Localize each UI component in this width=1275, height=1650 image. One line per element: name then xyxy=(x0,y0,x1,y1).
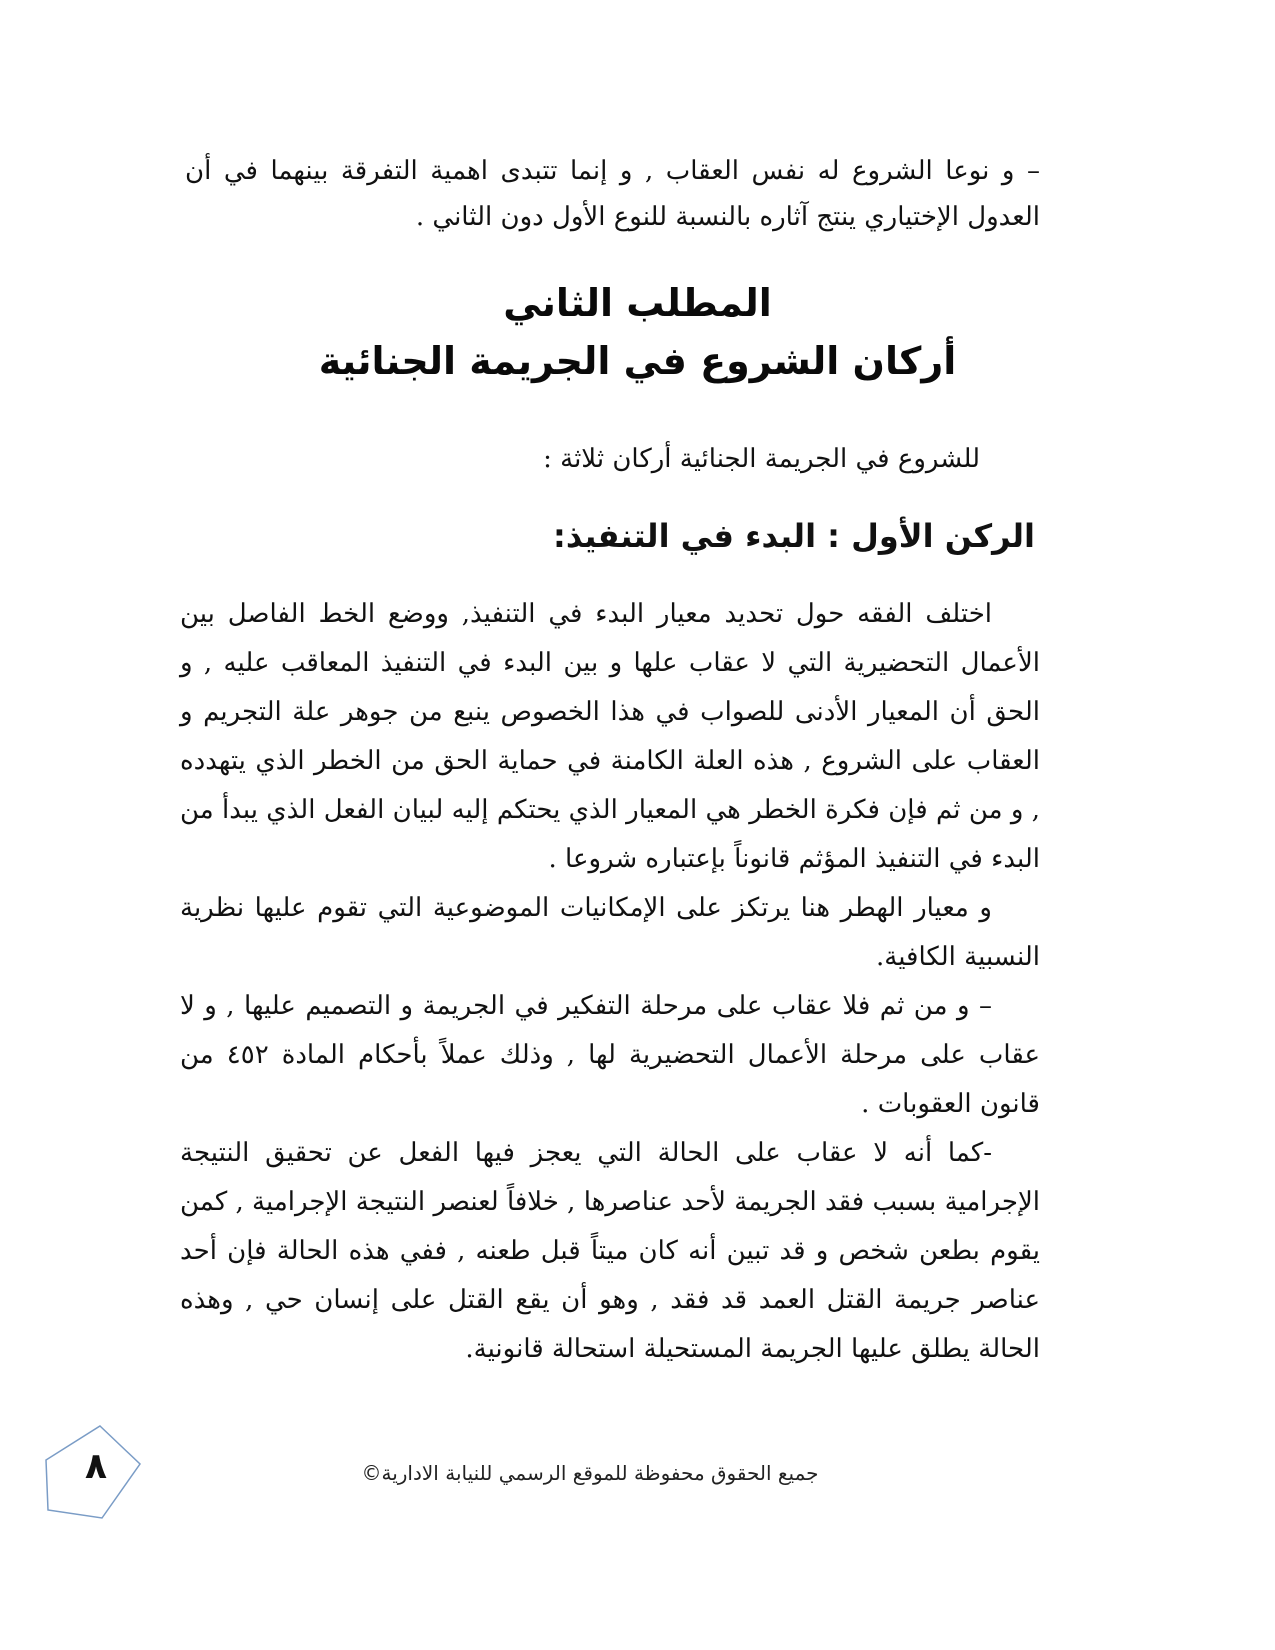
page-number: ٨ xyxy=(85,1446,107,1487)
section-title: المطلب الثاني xyxy=(503,281,772,325)
section-heading xyxy=(150,274,1125,390)
footer-copyright: جميع الحقوق محفوظة للموقع الرسمي للنيابة الادارية© xyxy=(361,1461,819,1485)
section-subtitle: أركان الشروع في الجريمة الجنائية xyxy=(318,339,957,383)
paragraph-2: و معيار الهطر هنا يرتكز على الإمكانيات الموضوعية التي تقوم عليها نظرية النسبية الكافية. xyxy=(180,893,1040,972)
paragraph-1: اختلف الفقه حول تحديد معيار البدء في التنفيذ, ووضع الخط الفاصل بين الأعمال التحضيرية التي لا عقاب علها و بين البدء في التنفيذ المعاقب عليه , و الحق أن المعيار الأدنى للصواب في هذا الخصوص ينبع من جوهر علة التجريم و العقاب على الشروع , هذه العلة الكامنة في حماية الحق من الخطر الذي يتهدده , و من ثم فإن فكرة الخطر هي المعيار الذي يحتكم إليه لبيان الفعل الذي يبدأ من البدء في التنفيذ المؤثم قانوناً بإعتباره شروعا . xyxy=(180,599,1040,874)
intro-line: للشروع في الجريمة الجنائية أركان ثلاثة : xyxy=(543,444,980,474)
subheading-first-element: الركن الأول : البدء في التنفيذ: xyxy=(553,517,1035,555)
paragraph-3: – و من ثم فلا عقاب على مرحلة التفكير في الجريمة و التصميم عليها , و لا عقاب على مرحلة الأعمال التحضيرية لها , وذلك عملاً بأحكام المادة ٤٥٢ من قانون العقوبات . xyxy=(180,991,1040,1119)
page-number-badge xyxy=(40,1422,150,1522)
paragraph-4: -كما أنه لا عقاب على الحالة التي يعجز فيها الفعل عن تحقيق النتيجة الإجرامية بسبب فقد الجريمة لأحد عناصرها , خلافاً لعنصر النتيجة الإجرامية , كمن يقوم بطعن شخص و قد تبين أنه كان ميتاً قبل طعنه , ففي هذه الحالة فإن أحد عناصر جريمة القتل العمد قد فقد , وهو أن يقع القتل على إنسان حي , وهذه الحالة يطلق عليها الجريمة المستحيلة استحالة قانونية. xyxy=(180,1138,1040,1364)
main-text xyxy=(180,590,1040,1374)
paragraph-top: – و نوعا الشروع له نفس العقاب , و إنما تتبدى اهمية التفرقة بينهما في أن العدول الإختياري ينتج آثاره بالنسبة للنوع الأول دون الثاني . xyxy=(185,156,1040,232)
